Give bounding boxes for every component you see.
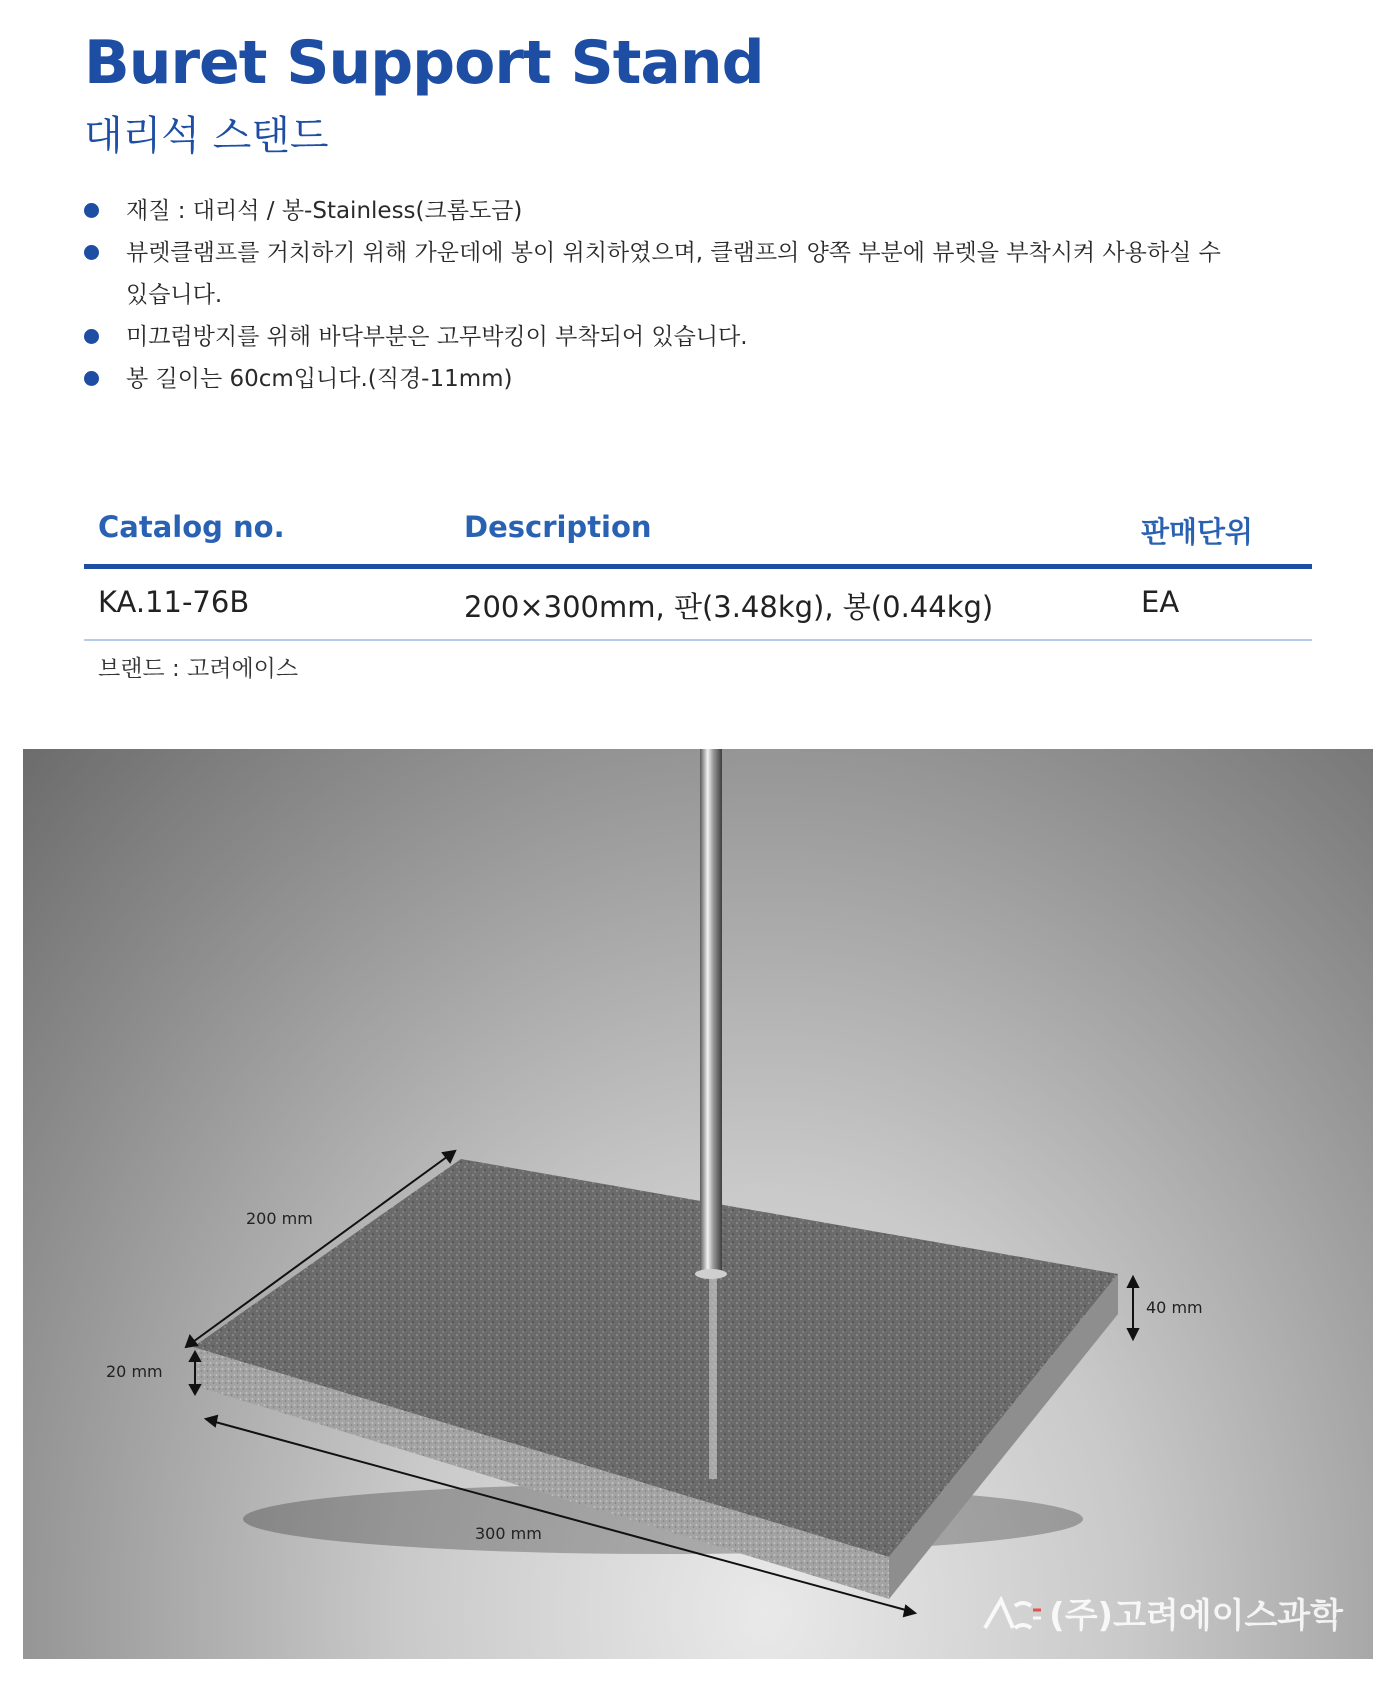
feature-list [84,190,1234,400]
product-title: Buret Support Stand [84,28,764,98]
stainless-rod [700,749,722,1274]
dimension-width-label: 200 mm [246,1209,313,1228]
product-subtitle: 대리석 스탠드 [84,113,329,159]
company-logo-icon [983,1596,1041,1630]
spec-table [84,500,1312,641]
dimension-height-label: 40 mm [1146,1298,1203,1317]
product-photo [23,749,1373,1659]
bullet-icon [84,329,99,344]
header-description: Description [464,510,652,544]
bullet-icon [84,245,99,260]
watermark-text: (주)고려에이스과학 [1049,1596,1343,1636]
cell-sales-unit: EA [1141,585,1180,619]
brand-label: 브랜드 : 고려에이스 [98,656,299,682]
rod-reflection [709,1274,717,1479]
feature-item: 미끄럼방지를 위해 바닥부분은 고무박킹이 부착되어 있습니다. [84,316,1234,358]
table-row [84,569,1312,641]
cell-description: 200×300mm, 판(3.48kg), 봉(0.44kg) [464,590,994,624]
bullet-icon [84,203,99,218]
rod-base-collar [695,1269,727,1279]
feature-item: 재질 : 대리석 / 봉-Stainless(크롬도금) [84,190,1234,232]
feature-item: 뷰렛클램프를 거치하기 위해 가운데에 봉이 위치하였으며, 클램프의 양쪽 부분에 뷰렛을 부착시켜 사용하실 수 있습니다. [84,232,1234,316]
company-watermark [983,1588,1343,1637]
feature-item: 봉 길이는 60cm입니다.(직경-11mm) [84,358,1234,400]
header-sales-unit: 판매단위 [1141,515,1254,549]
bullet-icon [84,371,99,386]
stand-illustration [23,749,1373,1659]
header-catalog-no: Catalog no. [98,510,285,544]
dimension-thickness-label: 20 mm [106,1362,163,1381]
spec-table-header [84,500,1312,569]
dimension-length-label: 300 mm [475,1524,542,1543]
cell-catalog-no: KA.11-76B [98,585,250,619]
